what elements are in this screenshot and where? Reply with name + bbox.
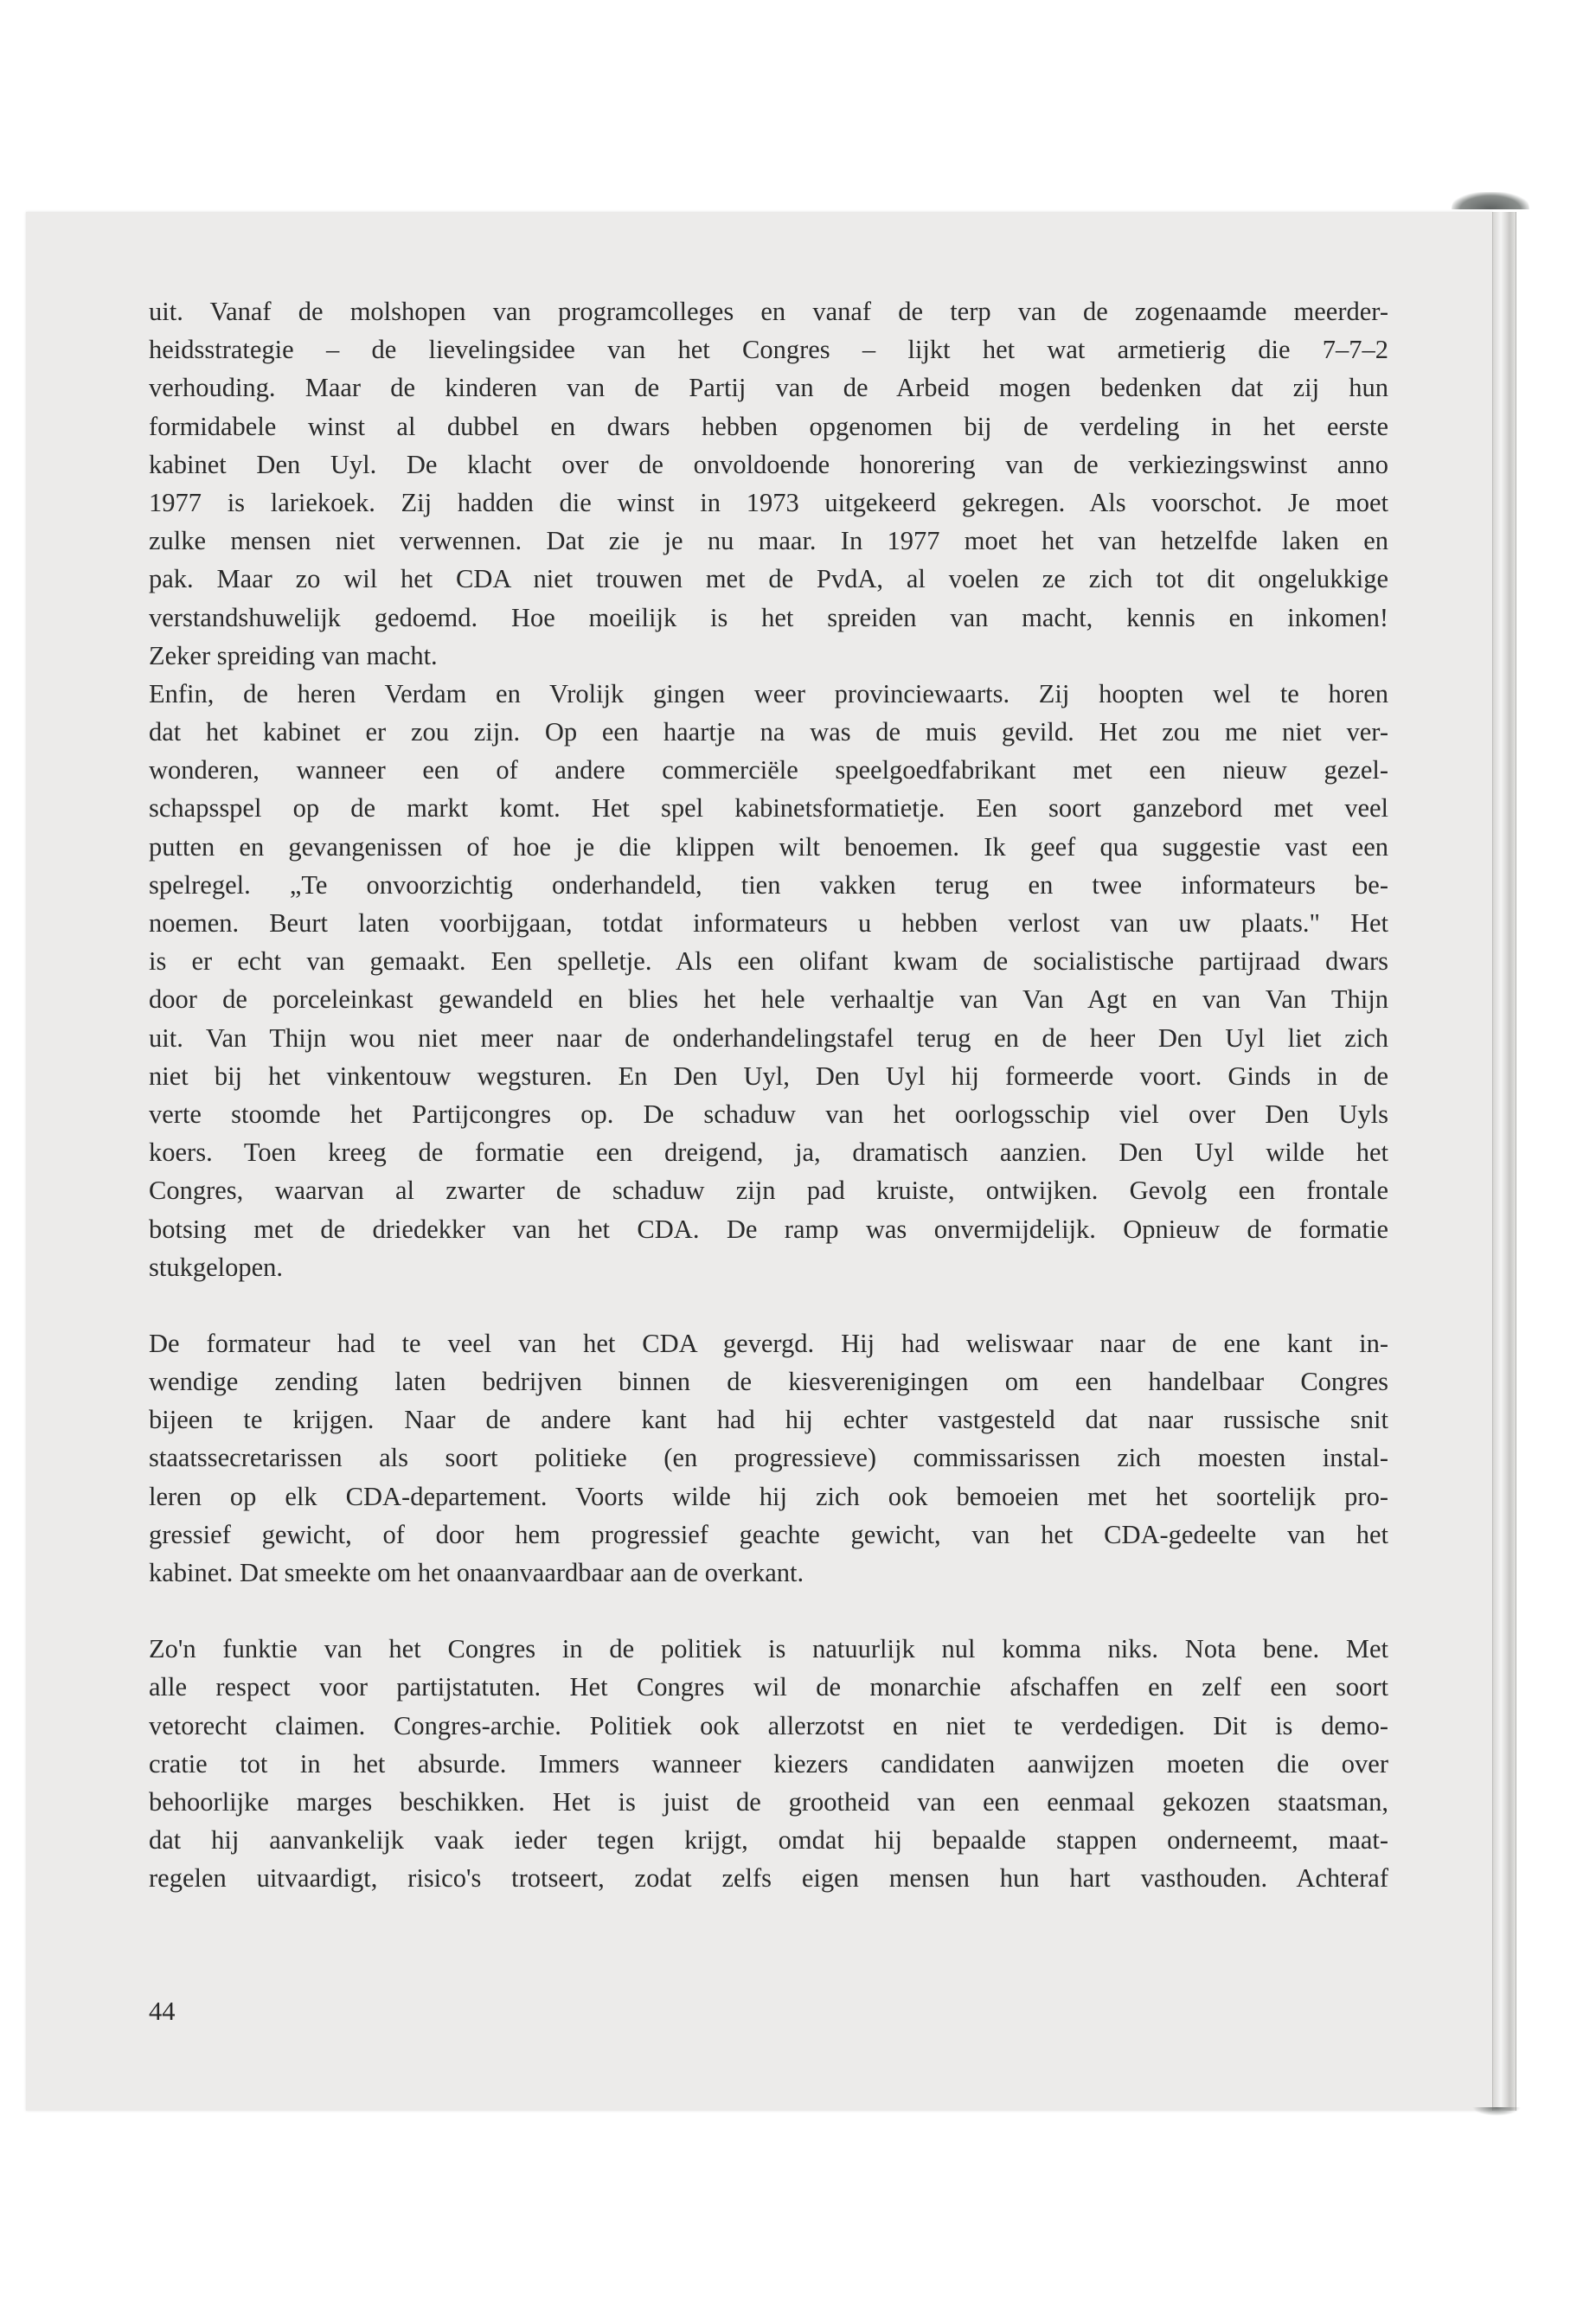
- text-line: botsing met de driedekker van het CDA. De ramp was onvermijdelijk. Opnieuw de formatie: [149, 1214, 1388, 1244]
- text-line: vetorecht claimen. Congres-archie. Politiek ook allerzotst en niet te verdedigen. Dit is demo-: [149, 1710, 1388, 1740]
- text-line: pak. Maar zo wil het CDA niet trouwen met de PvdA, al voelen ze zich tot dit ongelukkige: [149, 564, 1388, 594]
- paragraph-1: [149, 292, 1388, 675]
- text-line: zulke mensen niet verwennen. Dat zie je nu maar. In 1977 moet het van hetzelfde laken en: [149, 526, 1388, 556]
- text-line: regelen uitvaardigt, risico's trotseert, zodat zelfs eigen mensen hun hart vasthouden. Achteraf: [149, 1863, 1388, 1894]
- text-line: spelregel. „Te onvoorzichtig onderhandeld, tien vakken terug en twee informateurs be-: [149, 869, 1388, 900]
- text-line: 1977 is lariekoek. Zij hadden die winst in 1973 uitgekeerd gekregen. Als voorschot. Je moet: [149, 487, 1388, 517]
- paragraph-gap: [149, 1286, 1388, 1324]
- text-line: dat hij aanvankelijk vaak ieder tegen krijgt, omdat hij bepaalde stappen onderneemt, maat-: [149, 1825, 1388, 1856]
- text-line: dat het kabinet er zou zijn. Op een haartje na was de muis gevild. Het zou me niet ver-: [149, 717, 1388, 747]
- paragraph-4: [149, 1630, 1388, 1897]
- body-text: [149, 292, 1388, 1898]
- text-line: uit. Van Thijn wou niet meer naar de onderhandelingstafel terug en de heer Den Uyl liet zich: [149, 1022, 1388, 1053]
- text-line: wendige zending laten bedrijven binnen de kiesverenigingen om een handelbaar Congres: [149, 1367, 1388, 1397]
- book-spine-edge: [1492, 212, 1516, 2111]
- text-line: alle respect voor partijstatuten. Het Congres wil de monarchie afschaffen en zelf een soort: [149, 1672, 1388, 1702]
- text-line: is er echt van gemaakt. Een spelletje. Als een olifant kwam de socialistische partijraad dwars: [149, 946, 1388, 977]
- text-line: kabinet Den Uyl. De klacht over de onvoldoende honorering van de verkiezingswinst anno: [149, 449, 1388, 479]
- text-line: noemen. Beurt laten voorbijgaan, totdat informateurs u hebben verlost van uw plaats." Het: [149, 908, 1388, 938]
- text-line: door de porceleinkast gewandeld en blies het hele verhaaltje van Van Agt en van Van Thijn: [149, 984, 1388, 1015]
- text-line: verte stoomde het Partijcongres op. De schaduw van het oorlogsschip viel over Den Uyls: [149, 1099, 1388, 1129]
- book-spine-bottom-shadow: [1472, 2107, 1521, 2116]
- page-number: 44: [149, 1997, 176, 2026]
- text-line: bijeen te krijgen. Naar de andere kant had hij echter vastgesteld dat naar russische snit: [149, 1405, 1388, 1435]
- text-line: schapsspel op de markt komt. Het spel kabinetsformatietje. Een soort ganzebord met veel: [149, 793, 1388, 824]
- book-spine-top-shadow: [1452, 192, 1529, 209]
- text-line: Zo'n funktie van het Congres in de politiek is natuurlijk nul komma niks. Nota bene. Met: [149, 1634, 1388, 1664]
- text-line: staatssecretarissen als soort politieke (en progressieve) commissarissen zich moesten instal-: [149, 1443, 1388, 1473]
- text-line: verstandshuwelijk gedoemd. Hoe moeilijk is het spreiden van macht, kennis en inkomen!: [149, 602, 1388, 632]
- text-line: stukgelopen.: [149, 1252, 284, 1282]
- paragraph-3: [149, 1324, 1388, 1592]
- text-line: uit. Vanaf de molshopen van programcolleges en vanaf de terp van de zogenaamde meerder-: [149, 297, 1388, 326]
- text-line: formidabele winst al dubbel en dwars hebben opgenomen bij de verdeling in het eerste: [149, 411, 1388, 441]
- text-line: wonderen, wanneer een of andere commerciële speelgoedfabrikant met een nieuw gezel-: [149, 755, 1388, 785]
- text-line: behoorlijke marges beschikken. Het is juist de grootheid van een eenmaal gekozen staatsman,: [149, 1786, 1388, 1817]
- text-line: niet bij het vinkentouw wegsturen. En Den Uyl, Den Uyl hij formeerde voort. Ginds in de: [149, 1061, 1388, 1091]
- text-line: leren op elk CDA-departement. Voorts wilde hij zich ook bemoeien met het soortelijk pro-: [149, 1481, 1388, 1511]
- text-line: cratie tot in het absurde. Immers wanneer kiezers candidaten aanwijzen moeten die over: [149, 1748, 1388, 1779]
- text-line: heidsstrategie – de lievelingsidee van het Congres – lijkt het wat armetierig die 7–7–2: [149, 335, 1388, 365]
- text-line: Zeker spreiding van macht.: [149, 640, 438, 670]
- text-line: putten en gevangenissen of hoe je die klippen wilt benoemen. Ik geef qua suggestie vast een: [149, 831, 1388, 862]
- text-line: kabinet. Dat smeekte om het onaanvaardbaar aan de overkant.: [149, 1558, 804, 1587]
- text-line: verhouding. Maar de kinderen van de Partij van de Arbeid mogen bedenken dat zij hun: [149, 373, 1388, 403]
- paragraph-2: [149, 675, 1388, 1286]
- text-line: Congres, waarvan al zwarter de schaduw zijn pad kruiste, ontwijken. Gevolg een frontale: [149, 1176, 1388, 1206]
- text-line: koers. Toen kreeg de formatie een dreigend, ja, dramatisch aanzien. Den Uyl wilde het: [149, 1138, 1388, 1168]
- paragraph-gap: [149, 1592, 1388, 1630]
- text-line: gressief gewicht, of door hem progressief geachte gewicht, van het CDA-gedeelte van het: [149, 1519, 1388, 1549]
- text-line: Enfin, de heren Verdam en Vrolijk gingen weer provinciewaarts. Zij hoopten wel te horen: [149, 678, 1388, 708]
- text-line: De formateur had te veel van het CDA gevergd. Hij had weliswaar naar de ene kant in-: [149, 1328, 1388, 1358]
